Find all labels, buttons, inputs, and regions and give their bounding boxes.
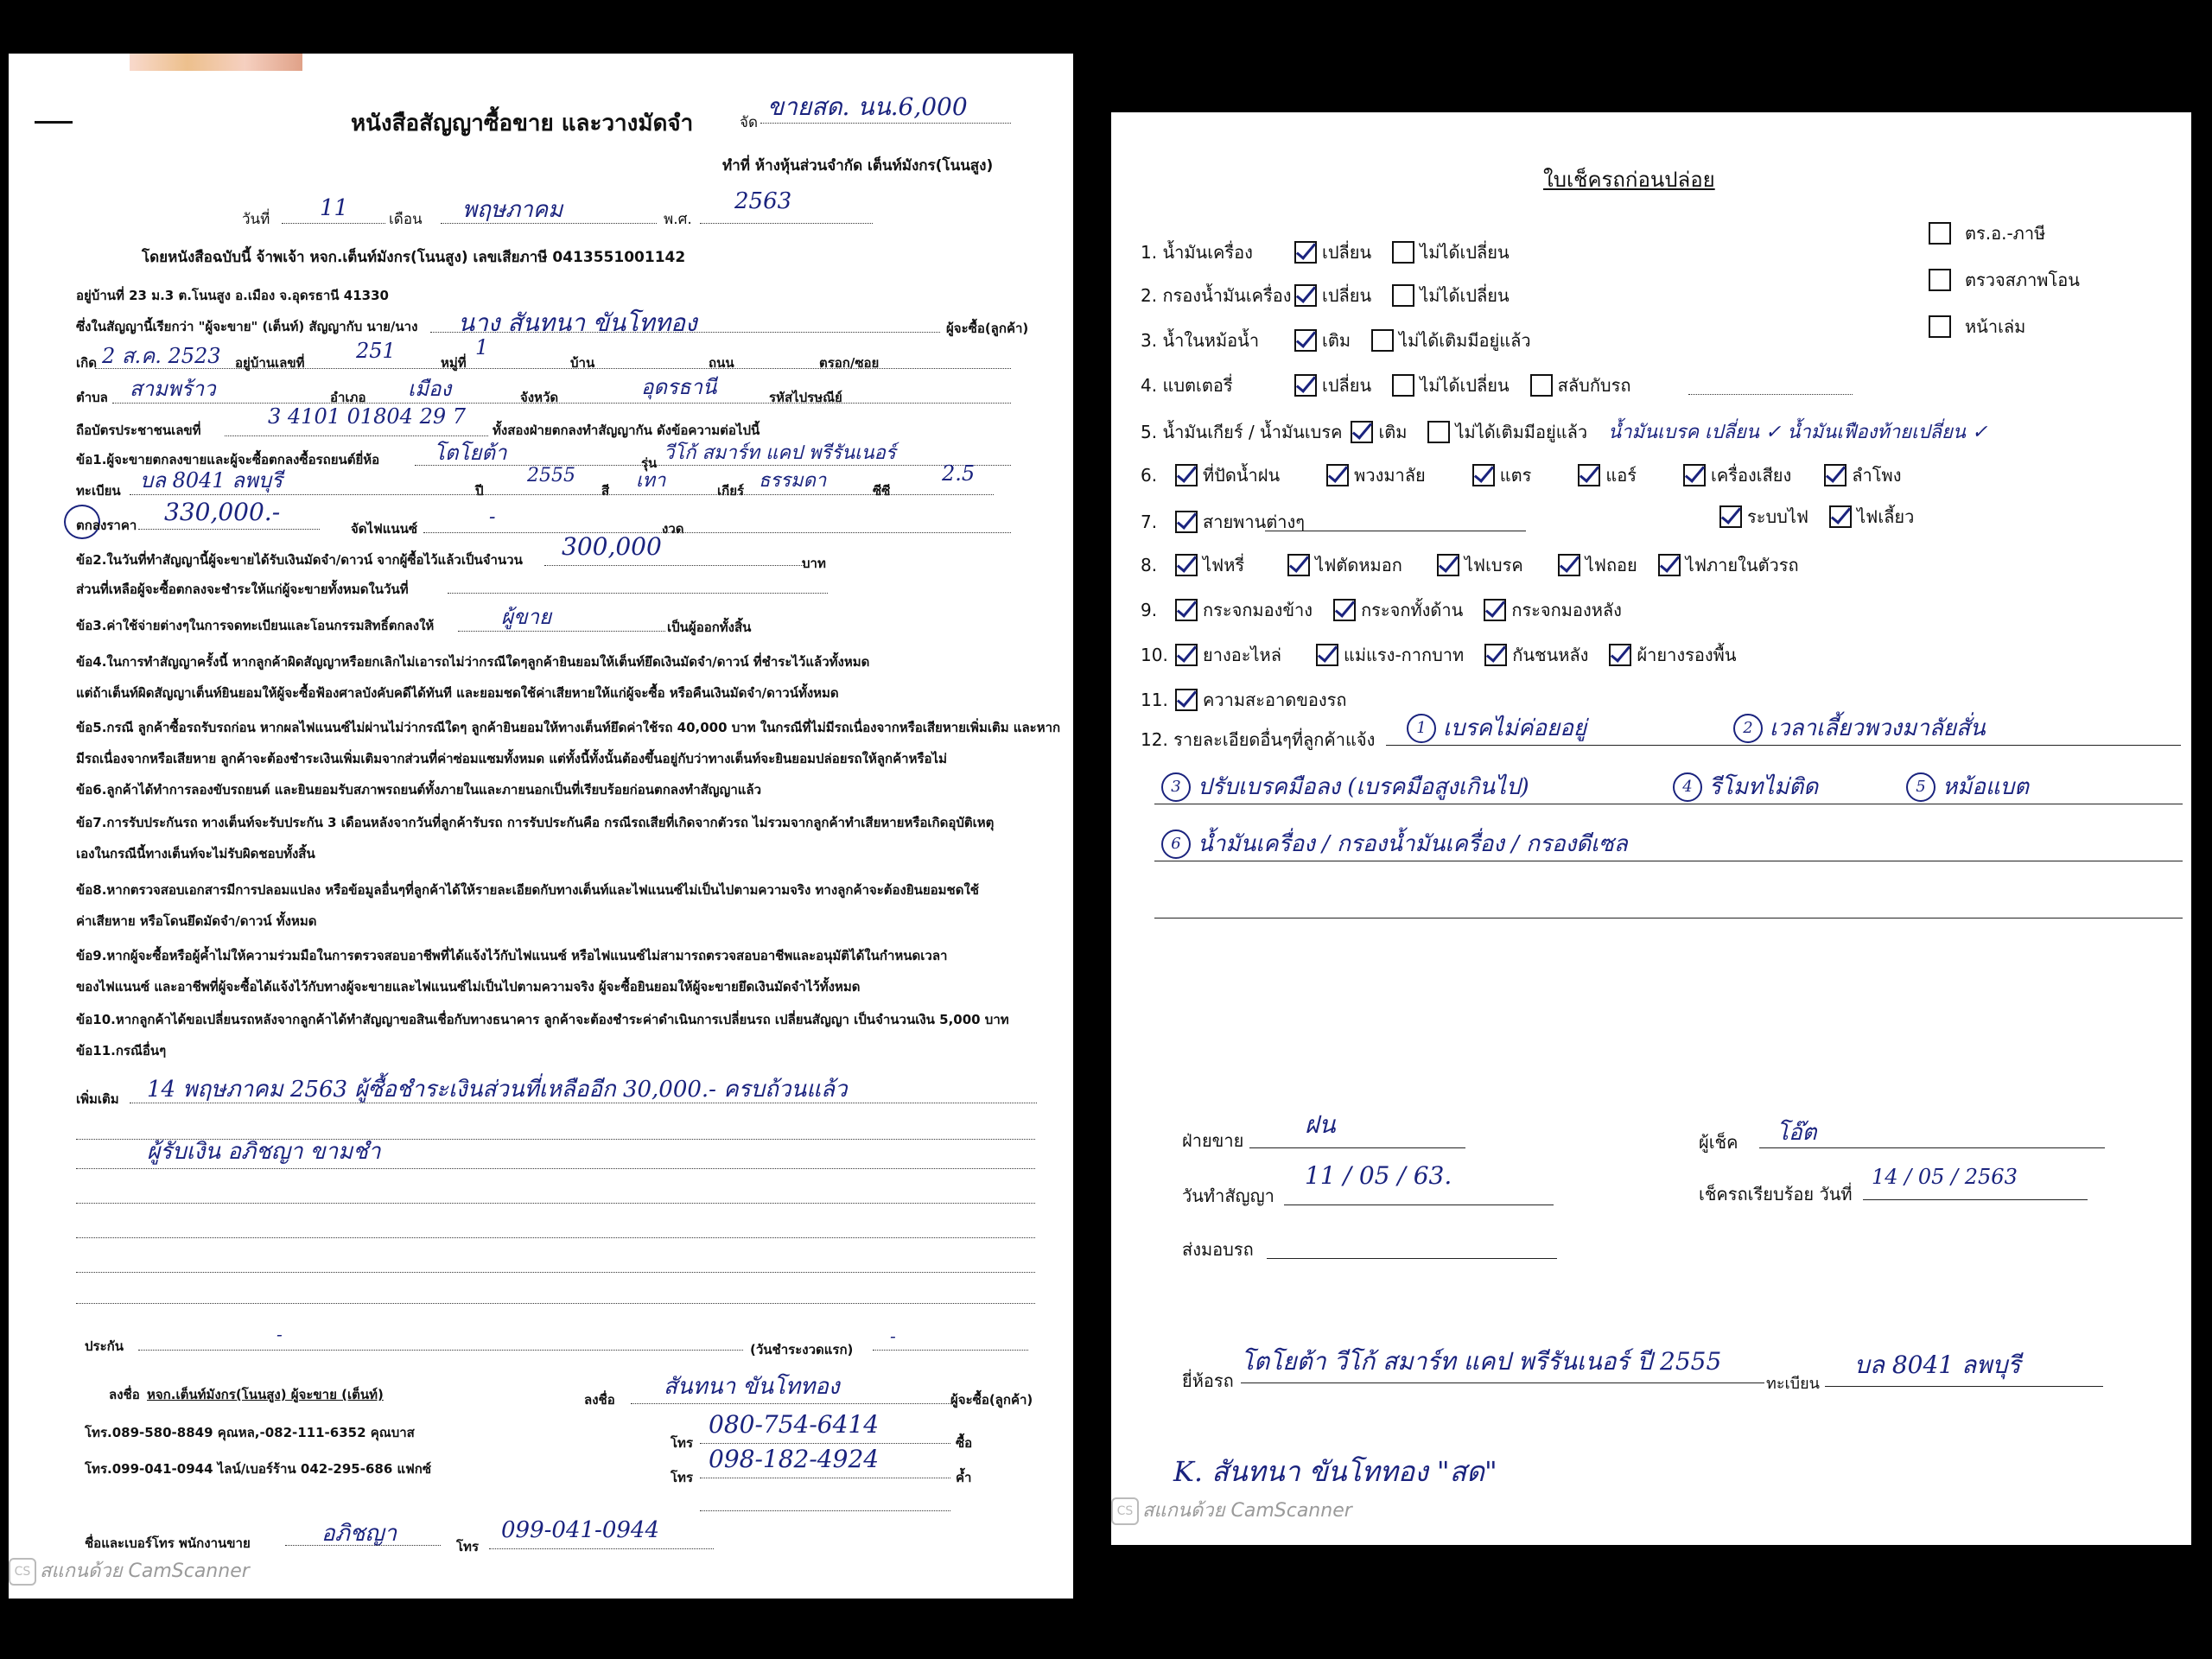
car-plate-right: บล 8041 ลพบุรี (1854, 1351, 2021, 1379)
checkbox[interactable] (1829, 505, 1852, 528)
checkbox[interactable] (1558, 554, 1580, 576)
clause-4b: แต่ถ้าเต็นท์ผิดสัญญาเต็นท์ยินยอมให้ผู้จะซื้อฟ้องศาลบังคับคดีได้ทันที และยอมชดใช้ค่าเสียหายให้แก่ผู้จะซื้อ หรือคืนเงินมัดจำ/ดาวน์ทั้งหมด (76, 685, 839, 701)
customer-note-5: 5 หม้อแบต (1906, 769, 2029, 804)
clause-5a: ข้อ5.กรณี ลูกค้าซื้อรถรับรถก่อน หากผลไฟแนนซ์ไม่ผ่านไม่ว่ากรณีใดๆ ลูกค้ายินยอมให้ทางเต็นท์ยึดค่าใช้รถ 40,000 บาท ในกรณีที่ไม่มีรถเนื่องจากหรือเสียหายเพิ่มเติม และหาก (76, 720, 1061, 735)
car-model: วีโก้ สมาร์ท แคป พรีรันเนอร์ (664, 442, 896, 464)
checkbox[interactable] (1294, 329, 1317, 352)
buyer-phone: 080-754-6414 (709, 1410, 880, 1439)
checkbox[interactable] (1175, 644, 1198, 666)
clause-7b: เองในกรณีนี้ทางเต็นท์จะไม่รับผิดชอบทั้งสิ้น (76, 846, 315, 861)
checkbox[interactable] (1371, 329, 1394, 352)
checkbox[interactable] (1294, 284, 1317, 307)
car-year: 2555 (527, 465, 575, 486)
checkbox[interactable] (1175, 511, 1198, 533)
checkbox[interactable] (1437, 554, 1459, 576)
check-item-11: 11. ความสะอาดของรถ (1141, 690, 1347, 710)
checkbox[interactable] (1392, 374, 1414, 397)
checkbox[interactable] (1658, 554, 1681, 576)
additional-note-1: 14 พฤษภาคม 2563 ผู้ซื้อชำระเงินส่วนที่เหลืออีก 30,000.- ครบถ้วนแล้ว (147, 1077, 848, 1103)
customer-note-3: 3 ปรับเบรคมือลง (เบรคมือสูงเกินไป) (1161, 769, 1529, 804)
clause-9a: ข้อ9.หากผู้จะซื้อหรือผู้ค้ำไม่ให้ความร่วมมือในการตรวจสอบอาชีพที่ได้แจ้งไว้กับไฟแนนซ์ หรือไฟแนนซ์ไม่สามารถตรวจสอบอาชีพและอนุมัติได้ในกำหนดเวลา (76, 948, 948, 963)
buyer-province: อุดรธานี (641, 375, 717, 399)
contract-date: 11 / 05 / 63. (1305, 1161, 1452, 1190)
guarantor-phone: 098-182-4924 (709, 1445, 880, 1473)
check-item-5: 5. น้ำมันเกียร์ / น้ำมันเบรค เติม ไม่ได้เติมมีอยู่แล้ว น้ำมันเบรค เปลี่ยน ✓ น้ำมันเฟืองท้ายเปลี่ยน ✓ (1141, 416, 1987, 447)
fluid-change-note: น้ำมันเบรค เปลี่ยน ✓ น้ำมันเฟืองท้ายเปลี่ยน ✓ (1608, 422, 1988, 443)
camscanner-logo-icon: CS (9, 1558, 36, 1586)
salesperson-phone: 099-041-0944 (501, 1517, 659, 1543)
sales-staff: ฝน (1305, 1110, 1336, 1139)
check-complete-date: 14 / 05 / 2563 (1872, 1165, 2018, 1189)
buyer-signature: สันทนา ขันโททอง (664, 1374, 840, 1400)
clause-8b: ค่าเสียหาย หรือโดนยึดมัดจำ/ดาวน์ ทั้งหมด (76, 913, 317, 929)
check-item-4: 4. แบตเตอรี่ เปลี่ยน ไม่ได้เปลี่ยน สลับกับรถ (1141, 375, 1631, 396)
buyer-name: นาง สันทนา ขันโททอง (458, 308, 697, 337)
photo-edge-decoration (130, 54, 302, 71)
checkbox[interactable] (1929, 222, 1951, 245)
checkbox[interactable] (1609, 644, 1631, 666)
side-option-registration-book: หน้าเล่ม (1929, 313, 2025, 340)
checker-name: โอ๊ต (1777, 1120, 1817, 1146)
checkbox[interactable] (1484, 599, 1506, 621)
clause-4a: ข้อ4.ในการทำสัญญาครั้งนี้ หากลูกค้าผิดสัญญาหรือยกเลิกไม่เอารถไม่ว่ากรณีใดๆลูกค้ายินยอมให้เต็นท์ยึดเงินมัดจำ/ดาวน์ ที่ชำระไว้แล้วทั้งหมด (76, 654, 870, 670)
tent-phones-1: โทร.089-580-8849 คุณหล,-082-111-6352 คุณบาส (85, 1425, 415, 1440)
contract-place: ทำที่ ห้างหุ้นส่วนจำกัด เต็นท์มังกร(โนนสูง) (722, 157, 994, 175)
seller-signature: หจก.เต็นท์มังกร(โนนสูง) ผู้จะขาย (เต็นท์) (147, 1387, 384, 1402)
check-item-1: 1. น้ำมันเครื่อง เปลี่ยน ไม่ได้เปลี่ยน (1141, 242, 1510, 263)
checkbox[interactable] (1287, 554, 1310, 576)
customer-note-4: 4 รีโมทไม่ติด (1673, 769, 1818, 804)
checkbox[interactable] (1175, 464, 1198, 486)
car-price: 330,000.- (164, 498, 281, 526)
checkbox[interactable] (1316, 644, 1338, 666)
buyer-moo: 1 (475, 335, 489, 359)
tent-phones-2: โทร.099-041-0944 ไลน์/เบอร์ร้าน 042-295-686 แฟกซ์ (85, 1461, 432, 1477)
date-day: 11 (320, 195, 349, 221)
checkbox[interactable] (1484, 644, 1507, 666)
clause-11: ข้อ11.กรณีอื่นๆ (76, 1043, 167, 1058)
checkbox[interactable] (1392, 284, 1414, 307)
clause-2: ข้อ2.ในวันที่ทำสัญญานี้ผู้จะขายได้รับเงินมัดจำ/ดาวน์ จากผู้ซื้อไว้แล้วเป็นจำนวน (76, 552, 523, 568)
buyer-tambon: สามพร้าว (130, 377, 216, 401)
clause-8a: ข้อ8.หากตรวจสอบเอกสารมีการปลอมแปลง หรือข้อมูลอื่นๆที่ลูกค้าได้ให้รายละเอียดกับทางเต็นท์และไฟแนนซ์ไม่เป็นไปตามความจริง ทางลูกค้าจะต้องยินยอมชดใช้ (76, 882, 979, 898)
additional-note-2: ผู้รับเงิน อภิชญา ขามชำ (147, 1139, 381, 1165)
checkbox[interactable] (1929, 269, 1951, 291)
checkbox[interactable] (1294, 241, 1317, 264)
customer-note-2: 2 เวลาเลี้ยวพวงมาลัยสั่น (1733, 710, 1986, 746)
clause-6: ข้อ6.ลูกค้าได้ทำการลองขับรถยนต์ และยินยอมรับสภาพรถยนต์ทั้งภายในและภายนอกเป็นที่เรียบร้อยก่อนตกลงทำสัญญาแล้ว (76, 782, 762, 798)
clause-5b: มีรถเนื่องจากหรือเสียหาย ลูกค้าจะต้องชำระเงินเพิ่มเติมจากส่วนที่ค่าซ่อมแซมทั้งหมด แต่ทั้งนี้ทั้งนั้นต้องขึ้นอยู่กับว่าทางเต็นท์จะยินยอมปล่อยรถให้ลูกค้าหรือไม่ (76, 751, 947, 766)
car-plate: บล 8041 ลพบุรี (140, 468, 283, 493)
checkbox[interactable] (1294, 374, 1317, 397)
camscanner-watermark: CS สแกนด้วย CamScanner (1111, 1495, 1352, 1525)
clause-7a: ข้อ7.การรับประกันรถ ทางเต็นท์จะรับประกัน 3 เดือนหลังจากวันที่ลูกค้ารับรถ การรับประกันคือ กรณีรถเสียที่เกิดจากตัวรถ ไม่รวมจากลูกค้าทำเสียหายหรือเกิดอุบัติเหตุ (76, 815, 995, 830)
date-month: พฤษภาคม (462, 197, 563, 223)
tent-address: อยู่บ้านที่ 23 ม.3 ต.โนนสูง อ.เมือง จ.อุดรธานี 41330 (76, 288, 389, 303)
clause-9b: ของไฟแนนซ์ และอาชีพที่ผู้จะซื้อได้แจ้งไว้กับทางผู้จะขายและไฟแนนซ์ไม่เป็นไปตามความจริง ผู้จะซื้อยินยอมให้ผู้จะขายยึดเงินมัดจำไว้ทั้งหมด (76, 979, 861, 995)
check-item-10: 10. ยางอะไหล่ แม่แรง-กากบาท กันชนหลัง ผ้ายางรองพื้น (1141, 645, 1737, 665)
checkbox[interactable] (1530, 374, 1553, 397)
side-option-tax: ตร.อ.-ภาษี (1929, 219, 2045, 247)
car-description: โตโยต้า วีโก้ สมาร์ท แคป พรีรันเนอร์ ปี 2555 (1241, 1347, 1722, 1376)
checkbox[interactable] (1175, 554, 1198, 576)
camscanner-watermark: CS สแกนด้วย CamScanner (9, 1555, 250, 1586)
checkbox[interactable] (1175, 599, 1198, 621)
clause-3: ข้อ3.ค่าใช้จ่ายต่างๆในการจดทะเบียนและโอนกรรมสิทธิ์ตกลงให้ (76, 618, 435, 633)
check-item-7: 7. สายพานต่างๆ (1141, 512, 1305, 532)
buyer-amphoe: เมือง (408, 377, 452, 401)
vehicle-checklist-page: ใบเช็ครถก่อนปล่อย ตร.อ.-ภาษี ตรวจสภาพโอน หน้าเล่ม 1. น้ำมันเครื่อง เปลี่ยน ไม่ได้เปลี่ยน 2. กรองน้ำมันเครื่อง เปลี่ยน ไม่ได้เปลี่ยน 3. น้ำในหม้อน้ำ เติม ไม่ได้เติมมีอยู่แล้ว 4. แบตเตอรี่ เปลี่ยน ไม่ได้เปลี่ยน สลับกับรถ 5. น้ำมันเกียร์ / น้ำมันเบรค เติม ไม่ได้เติมมีอยู่แล้ว น้ำมันเบรค เปลี่ยน ✓ น้ำมันเฟืองท้ายเปลี่ยน ✓ 6. ที่ปัดน้ำฝน พวงมาลัย แตร แอร์ เครื่องเสียง ลำโพง 7. สายพานต่างๆ ระบบไฟ ไฟเลี้ยว 8. ไฟหรี่ ไฟตัดหมอก ไฟเบรค ไฟถอย ไฟภายในตัวรถ 9. กระจกมองข้าง กระจกทั้งด้าน กระจกมองหลัง 10. ยางอะไหล่ แม่แรง-กากบาท กันชนหลัง ผ้ายางรองพื้น 11. ความสะอาดของรถ 12. รายละเอียดอื่นๆที่ลูกค้าแจ้ง 1 เบรคไม่ค่อยอยู่ 2 เวลาเลี้ยวพวงมาลัยสั่น 3 ปรับเบรคมือลง (เบรคมือสูงเกินไป) 4 รีโมทไม่ติด 5 หม้อแบต 6 น้ำมันเครื่อง / กรองน้ำมันเครื่อง / กรองดีเซล ฝ่ายขาย ฝน ผู้เช็ค โอ๊ต วันทำสัญญา 11 / 05 / 63. เช็ครถเรียบร้อย วันที่ 14 / 05 / 2563 ส่งมอบรถ ยี่ห้อรถ โตโยต้า วีโก้ สมาร์ท แคป พรีรันเนอร์ ปี 2555 ทะเบียน บล 8041 ลพบุรี K. สันทนา ขันโททอง "สด" CS สแกนด้วย CamScanner (1111, 112, 2191, 1545)
checkbox[interactable] (1578, 464, 1600, 486)
corner-mark (35, 121, 73, 124)
customer-notes-label: 12. รายละเอียดอื่นๆที่ลูกค้าแจ้ง (1141, 729, 1376, 750)
check-item-6: 6. ที่ปัดน้ำฝน พวงมาลัย แตร แอร์ เครื่องเสียง ลำโพง (1141, 465, 1902, 486)
checkbox[interactable] (1392, 241, 1414, 264)
checkbox[interactable] (1683, 464, 1706, 486)
contract-title: หนังสือสัญญาซื้อขาย และวางมัดจำ (351, 111, 694, 137)
sale-type-handwritten: ขายสด. นน.6,000 (767, 92, 968, 121)
checkbox[interactable] (1824, 464, 1847, 486)
checklist-title: ใบเช็ครถก่อนปล่อย (1543, 168, 1715, 192)
date-year: 2563 (734, 188, 792, 214)
car-gear: ธรรมดา (759, 470, 827, 492)
checkbox[interactable] (1333, 599, 1356, 621)
customer-signature-note: K. สันทนา ขันโททอง "สด" (1173, 1455, 1497, 1488)
checkbox[interactable] (1175, 689, 1198, 711)
checkbox[interactable] (1719, 505, 1742, 528)
checkbox[interactable] (1326, 464, 1349, 486)
buyer-id-card: 3 4101 01804 29 7 (268, 404, 467, 429)
car-cc: 2.5 (942, 461, 976, 486)
type-label: จัด (740, 114, 759, 131)
checkbox[interactable] (1427, 421, 1450, 443)
clause-10: ข้อ10.หากลูกค้าได้ขอเปลี่ยนรถหลังจากลูกค้าได้ทำสัญญาขอสินเชื่อกับทางธนาคาร ลูกค้าจะต้องชำระค่าดำเนินการเปลี่ยนรถ เปลี่ยนสัญญา เป็นจำนวนเงิน 5,000 บาท (76, 1012, 1009, 1027)
sales-contract-page: หนังสือสัญญาซื้อขาย และวางมัดจำ จัด ขายสด. นน.6,000 ทำที่ ห้างหุ้นส่วนจำกัด เต็นท์มังกร(โนนสูง) วันที่ 11 เดือน พฤษภาคม พ.ศ. 2563 โดยหนังสือฉบับนี้ จ้าพเจ้า หจก.เต็นท์มังกร(โนนสูง) เลขเสียภาษี 0413551001142 อยู่บ้านที่ 23 ม.3 ต.โนนสูง อ.เมือง จ.อุดรธานี 41330 ซึ่งในสัญญานี้เรียกว่า "ผู้จะขาย" (เต็นท์) สัญญากับ นาย/นาง นาง สันทนา ขันโททอง ผู้จะซื้อ(ลูกค้า) เกิด 2 ส.ค. 2523 อยู่บ้านเลขที่ 251 หมู่ที่ 1 บ้าน ถนน ตรอก/ซอย ตำบล สามพร้าว อำเภอ เมือง จังหวัด อุดรธานี รหัสไปรษณีย์ ถือบัตรประชาชนเลขที่ 3 4101 01804 29 7 ทั้งสองฝ่ายตกลงทำสัญญากัน ดังข้อความต่อไปนี้ ข้อ1.ผู้จะขายตกลงขายและผู้จะซื้อตกลงซื้อรถยนต์ยี่ห้อ โตโยต้า รุ่น วีโก้ สมาร์ท แคป พรีรันเนอร์ ทะเบียน บล 8041 ลพบุรี ปี 2555 สี เทา เกียร์ ธรรมดา ซีซี 2.5 ตกลงราคา 330,000.- จัดไฟแนนซ์ - งวด ข้อ2.ในวันที่ทำสัญญานี้ผู้จะขายได้รับเงินมัดจำ/ดาวน์ จากผู้ซื้อไว้แล้วเป็นจำนวน 300,000 บาท ส่วนที่เหลือผู้จะซื้อตกลงจะชำระให้แก่ผู้จะขายทั้งหมดในวันที่ ข้อ3.ค่าใช้จ่ายต่างๆในการจดทะเบียนและโอนกรรมสิทธิ์ตกลงให้ ผู้ขาย เป็นผู้ออกทั้งสิ้น ข้อ4.ในการทำสัญญาครั้งนี้ หากลูกค้าผิดสัญญาหรือยกเลิกไม่เอารถไม่ว่ากรณีใดๆลูกค้ายินยอมให้เต็นท์ยึดเงินมัดจำ/ดาวน์ ที่ชำระไว้แล้วทั้งหมด แต่ถ้าเต็นท์ผิดสัญญาเต็นท์ยินยอมให้ผู้จะซื้อฟ้องศาลบังคับคดีได้ทันที และยอมชดใช้ค่าเสียหายให้แก่ผู้จะซื้อ หรือคืนเงินมัดจำ/ดาวน์ทั้งหมด ข้อ5.กรณี ลูกค้าซื้อรถรับรถก่อน หากผลไฟแนนซ์ไม่ผ่านไม่ว่ากรณีใดๆ ลูกค้ายินยอมให้ทางเต็นท์ยึดค่าใช้รถ 40,000 บาท ในกรณีที่ไม่มีรถเนื่องจากหรือเสียหายเพิ่มเติม และหาก มีรถเนื่องจากหรือเสียหาย ลูกค้าจะต้องชำระเงินเพิ่มเติมจากส่วนที่ค่าซ่อมแซมทั้งหมด แต่ทั้งนี้ทั้งนั้นต้องขึ้นอยู่กับว่าทางเต็นท์จะยินยอมปล่อยรถให้ลูกค้าหรือไม่ ข้อ6.ลูกค้าได้ทำการลองขับรถยนต์ และยินยอมรับสภาพรถยนต์ทั้งภายในและภายนอกเป็นที่เรียบร้อยก่อนตกลงทำสัญญาแล้ว ข้อ7.การรับประกันรถ ทางเต็นท์จะรับประกัน 3 เดือนหลังจากวันที่ลูกค้ารับรถ การรับประกันคือ กรณีรถเสียที่เกิดจากตัวรถ ไม่รวมจากลูกค้าทำเสียหายหรือเกิดอุบัติเหตุ เองในกรณีนี้ทางเต็นท์จะไม่รับผิดชอบทั้งสิ้น ข้อ8.หากตรวจสอบเอกสารมีการปลอมแปลง หรือข้อมูลอื่นๆที่ลูกค้าได้ให้รายละเอียดกับทางเต็นท์และไฟแนนซ์ไม่เป็นไปตามความจริง ทางลูกค้าจะต้องยินยอมชดใช้ ค่าเสียหาย หรือโดนยึดมัดจำ/ดาวน์ ทั้งหมด ข้อ9.หากผู้จะซื้อหรือผู้ค้ำไม่ให้ความร่วมมือในการตรวจสอบอาชีพที่ได้แจ้งไว้กับไฟแนนซ์ หรือไฟแนนซ์ไม่สามารถตรวจสอบอาชีพและอนุมัติได้ในกำหนดเวลา ของไฟแนนซ์ และอาชีพที่ผู้จะซื้อได้แจ้งไว้กับทางผู้จะขายและไฟแนนซ์ไม่เป็นไปตามความจริง ผู้จะซื้อยินยอมให้ผู้จะขายยึดเงินมัดจำไว้ทั้งหมด ข้อ10.หากลูกค้าได้ขอเปลี่ยนรถหลังจากลูกค้าได้ทำสัญญาขอสินเชื่อกับทางธนาคาร ลูกค้าจะต้องชำระค่าดำเนินการเปลี่ยนรถ เปลี่ยนสัญญา เป็นจำนวนเงิน 5,000 บาท ข้อ11.กรณีอื่นๆ เพิ่มเติม 14 พฤษภาคม 2563 ผู้ซื้อชำระเงินส่วนที่เหลืออีก 30,000.- ครบถ้วนแล้ว ผู้รับเงิน อภิชญา ขามชำ ประกัน - (วันชำระงวดแรก) - ลงชื่อ หจก.เต็นท์มังกร(โนนสูง) ผู้จะขาย (เต็นท์) ลงชื่อ สันทนา ขันโททอง ผู้จะซื้อ(ลูกค้า) โทร.089-580-8849 คุณหล,-082-111-6352 คุณบาส โทร.099-041-0944 ไลน์/เบอร์ร้าน 042-295-686 แฟกซ์ โทร 080-754-6414 ซื้อ โทร 098-182-4924 ค้ำ ชื่อและเบอร์โทร พนักงานขาย อภิชญา โทร 099-041-0944 CS สแกนด้วย CamScanner (9, 54, 1073, 1599)
checkbox[interactable] (1929, 315, 1951, 338)
check-item-2: 2. กรองน้ำมันเครื่อง เปลี่ยน ไม่ได้เปลี่ยน (1141, 285, 1510, 306)
clause-2b: ส่วนที่เหลือผู้จะซื้อตกลงจะชำระให้แก่ผู้จะขายทั้งหมดในวันที่ (76, 582, 409, 597)
check-item-7-more: ระบบไฟ ไฟเลี้ยว (1719, 503, 1926, 531)
intro-text: โดยหนังสือฉบับนี้ จ้าพเจ้า หจก.เต็นท์มังกร(โนนสูง) เลขเสียภาษี 0413551001142 (142, 249, 686, 266)
checkbox[interactable] (1351, 421, 1373, 443)
deposit-amount: 300,000 (562, 532, 662, 561)
check-item-3: 3. น้ำในหม้อน้ำ เติม ไม่ได้เติมมีอยู่แล้ว (1141, 330, 1531, 351)
buyer-birth: 2 ส.ค. 2523 (102, 344, 221, 368)
side-option-inspection: ตรวจสภาพโอน (1929, 266, 2080, 294)
checkbox[interactable] (1472, 464, 1495, 486)
salesperson-name: อภิชญา (321, 1521, 397, 1547)
customer-note-1: 1 เบรคไม่ค่อยอยู่ (1407, 710, 1586, 746)
buyer-house-no: 251 (356, 339, 396, 363)
fee-payer: ผู้ขาย (501, 605, 552, 629)
camscanner-logo-icon: CS (1111, 1497, 1139, 1525)
check-item-9: 9. กระจกมองข้าง กระจกทั้งด้าน กระจกมองหลัง (1141, 600, 1622, 620)
customer-note-6: 6 น้ำมันเครื่อง / กรองน้ำมันเครื่อง / กรองดีเซล (1161, 826, 1628, 861)
car-brand: โตโยต้า (434, 441, 507, 465)
car-color: เทา (636, 470, 666, 492)
check-item-8: 8. ไฟหรี่ ไฟตัดหมอก ไฟเบรค ไฟถอย ไฟภายในตัวรถ (1141, 555, 1799, 575)
